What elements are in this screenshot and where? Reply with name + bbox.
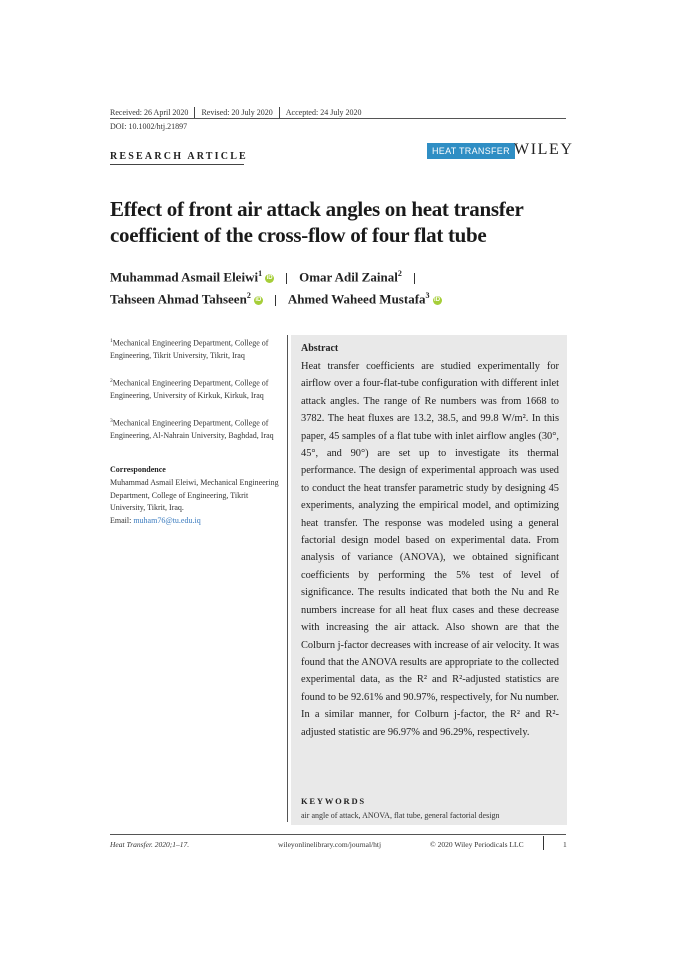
affiliation-marker: 1	[258, 269, 263, 278]
footer-copyright: © 2020 Wiley Periodicals LLC	[430, 840, 524, 849]
email-label: Email:	[110, 515, 134, 525]
author-name[interactable]: Tahseen Ahmad Tahseen	[110, 291, 247, 307]
author-name[interactable]: Omar Adil Zainal	[299, 269, 398, 285]
orcid-icon[interactable]: iD	[255, 296, 262, 303]
affiliation-marker: 3	[425, 291, 430, 300]
journal-badge: HEAT TRANSFER	[427, 143, 515, 159]
title-line: Effect of front air attack angles on heat transfer	[110, 197, 524, 221]
affiliation-text: Mechanical Engineering Department, College of Engineering, University of Kirkuk, Kirkuk, Iraq	[110, 378, 269, 401]
doi[interactable]: DOI: 10.1002/htj.21897	[110, 122, 188, 131]
footer-divider	[543, 836, 544, 850]
accepted-date: Accepted: 24 July 2020	[285, 107, 362, 117]
author-line-1	[110, 269, 427, 285]
author-name[interactable]: Muhammad Asmail Eleiwi	[110, 269, 259, 285]
keywords-heading: KEYWORDS	[301, 796, 366, 806]
header-rule	[110, 118, 566, 119]
affiliation	[110, 415, 280, 443]
footer-url[interactable]: wileyonlinelibrary.com/journal/htj	[278, 840, 382, 849]
page-number: 1	[563, 840, 567, 849]
orcid-icon[interactable]: iD	[266, 274, 273, 281]
affiliation	[110, 375, 280, 403]
affiliation-marker: 2	[110, 378, 113, 384]
footer-journal: Heat Transfer. 2020;1–17.	[110, 840, 190, 849]
affiliation	[110, 335, 280, 363]
orcid-icon[interactable]: iD	[434, 296, 441, 303]
affiliation-text: Mechanical Engineering Department, College of Engineering, Al-Nahrain University, Baghdad, Iraq	[110, 418, 274, 441]
affiliation-marker: 1	[110, 338, 113, 344]
title-line: coefficient of the cross-flow of four flat tube	[110, 223, 487, 247]
revised-date: Revised: 20 July 2020	[201, 107, 273, 117]
paper-title	[110, 196, 570, 248]
divider	[275, 295, 276, 306]
author-line-2	[110, 291, 442, 307]
correspondence-text: Muhammad Asmail Eleiwi, Mechanical Engineering Department, College of Engineering, Tikrit University, Tikrit, Iraq.	[110, 478, 279, 512]
affiliation-marker: 2	[246, 291, 251, 300]
affiliation-text: Mechanical Engineering Department, College of Engineering, Tikrit University, Tikrit, Iraq	[110, 338, 269, 361]
publisher-logo: WILEY	[514, 141, 574, 158]
correspondence	[110, 477, 285, 527]
affiliation-marker: 2	[397, 269, 402, 278]
abstract-heading: Abstract	[301, 343, 339, 354]
divider	[286, 273, 287, 284]
article-type: RESEARCH ARTICLE	[110, 151, 248, 162]
abstract-text: Heat transfer coefficients are studied experimentally for airflow over a four-flat-tube configuration with different inlet attack angles. The range of Re numbers was from 1668 to 3782. The heat fluxes are 13.2, 38.5, and 99.8 W/m². In this paper, 45 samples of a flat tube with inlet airflow angles (30°, 45°, and 90°) are set up to investigate its thermal performance. The design of experimental approach was used to conduct the heat transfer parametric study by designing 45 experiments, analyzing the empirical model, and optimizing heat transfer. The response was modeled using a general factorial design model based on experimental data. From analysis of variance (ANOVA), we obtained significant coefficients by performing the 5% test of level of significance. The results indicated that both the Nu and Re numbers increase for all heat flux cases and these decrease with increasing the air attack. Also shown are that the Colburn j-factor decreases with increase of air velocity. It was found that the ANOVA results are appropriate to the collected experimental data, as the R² and R²-adjusted statistics are found to be 92.61% and 90.97%, respectively, for Nu number. In a similar manner, for Colburn j-factor, the R² and R²-adjusted statistic are 96.97% and 96.29%, respectively.	[301, 361, 559, 738]
divider	[414, 273, 415, 284]
keywords-text: air angle of attack, ANOVA, flat tube, general factorial design	[301, 811, 500, 820]
email-link[interactable]: muham76@tu.edu.iq	[133, 515, 201, 525]
column-divider	[287, 335, 288, 822]
footer-rule	[110, 834, 566, 835]
received-date: Received: 26 April 2020	[110, 107, 189, 117]
affiliation-marker: 3	[110, 418, 113, 424]
correspondence-heading: Correspondence	[110, 465, 166, 474]
article-type-rule	[110, 164, 244, 165]
author-name[interactable]: Ahmed Waheed Mustafa	[287, 291, 426, 307]
